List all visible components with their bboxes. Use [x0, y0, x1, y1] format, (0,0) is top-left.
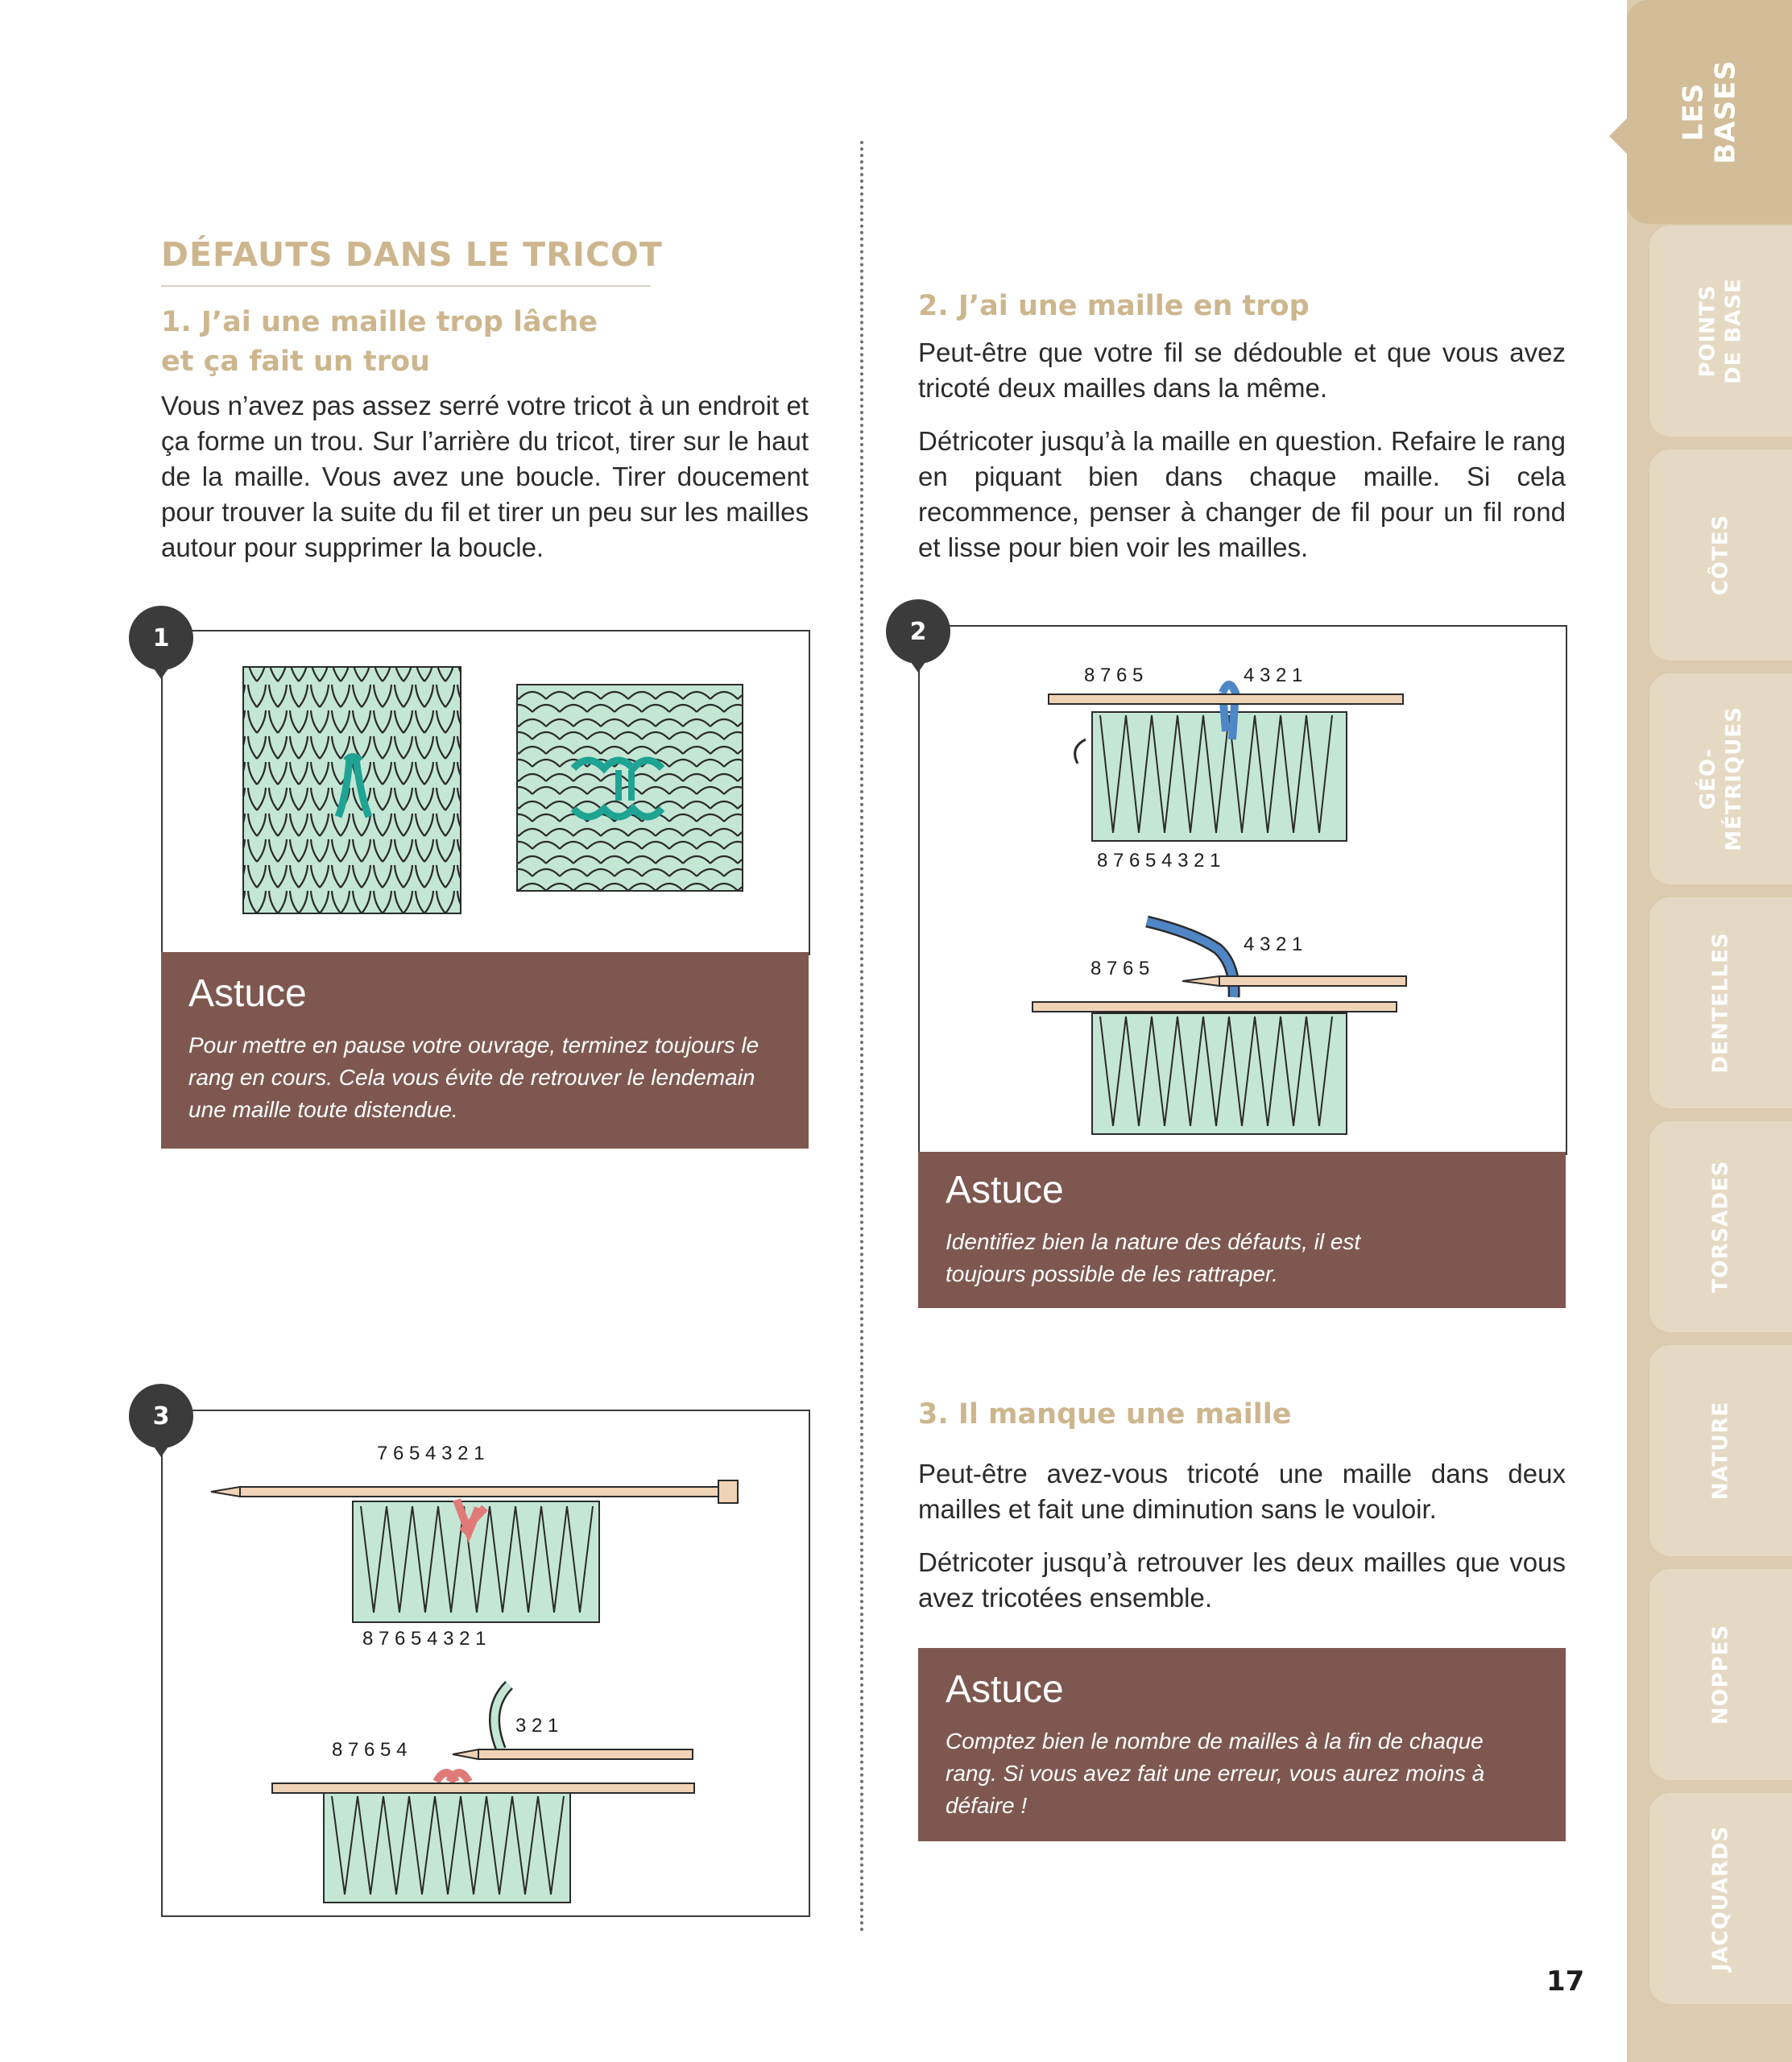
figure-2-low-labels-left: 8 7 6 5 — [1091, 958, 1150, 979]
figure-3-illustration — [163, 1411, 809, 1915]
figure-1-illustration — [163, 631, 809, 954]
section-2-body — [918, 335, 1566, 583]
section-2-paragraph-1: Peut-être que votre fil se dédouble et que vous avez tricoté deux mailles dans la même. — [918, 337, 1566, 403]
tab-points-de-base[interactable] — [1649, 226, 1792, 437]
tip-1-title: Astuce — [188, 972, 307, 1015]
page-title: DÉFAUTS DANS LE TRICOT — [161, 235, 651, 287]
tip-box-1 — [161, 952, 809, 1149]
tip-2-text: Identifiez bien la nature des défauts, il est toujours possible de les rattraper. — [946, 1229, 1361, 1286]
tab-jacquards[interactable] — [1649, 1793, 1792, 2004]
section-3-body — [918, 1456, 1566, 1633]
figure-3-mid-labels: 8 7 6 5 4 3 2 1 — [362, 1628, 486, 1650]
figure-3-low-labels-left: 8 7 6 5 4 — [332, 1739, 408, 1761]
figure-1-number-badge: 1 — [129, 606, 193, 670]
section-1-heading — [161, 303, 773, 382]
section-1-heading-line1: 1. J’ai une maille trop lâche — [161, 306, 598, 338]
tip-3-text: Comptez bien le nombre de mailles à la fin de chaque rang. Si vous avez fait une erreur, vous aurez moins à défaire ! — [946, 1729, 1485, 1818]
tab-noppes[interactable] — [1649, 1569, 1792, 1780]
tip-box-3 — [918, 1648, 1566, 1841]
section-3-paragraph-2: Détricoter jusqu’à retrouver les deux mailles que vous avez tricotées ensemble. — [918, 1547, 1566, 1613]
tab-les-bases-label: LES BASES — [1677, 60, 1742, 164]
tab-dentelles[interactable] — [1649, 897, 1792, 1108]
tab-points-de-base-label: POINTS DE BASE — [1695, 278, 1746, 384]
figure-2-number-badge: 2 — [886, 599, 950, 664]
tab-nature-label: NATURE — [1708, 1401, 1733, 1501]
figure-1-box — [161, 630, 810, 955]
section-1-paragraph: Vous n’avez pas assez serré votre tricot à un endroit et ça forme un trou. Sur l’arrière du tricot, tirer sur le haut de la maille. Vous avez une boucle. Tirer doucement pour trouver la suite du fil et tirer un peu sur les mailles autour pour supprimer la boucle. — [161, 391, 809, 562]
figure-3-low-labels-right: 3 2 1 — [515, 1715, 559, 1737]
figure-3-top-labels: 7 6 5 4 3 2 1 — [377, 1443, 485, 1464]
tip-1-text: Pour mettre en pause votre ouvrage, terminez toujours le rang en cours. Cela vous évite de retrouver le lendemain une maille toute distendue. — [188, 1033, 759, 1122]
section-1-heading-line2: et ça fait un trou — [161, 346, 430, 378]
tab-geometriques[interactable] — [1649, 673, 1792, 884]
tab-cotes[interactable] — [1649, 449, 1792, 660]
section-2-paragraph-2: Détricoter jusqu’à la maille en question. Refaire le rang en piquant bien dans chaque maille. Si cela recommence, penser à changer de fil pour un fil rond et lisse pour bien voir les mailles. — [918, 426, 1566, 562]
figure-3-box — [161, 1410, 810, 1917]
tab-nature[interactable] — [1649, 1345, 1792, 1556]
tab-noppes-label: NOPPES — [1708, 1624, 1733, 1725]
figure-2-top-labels-right: 4 3 2 1 — [1244, 665, 1303, 686]
active-tab-pointer — [1609, 118, 1627, 154]
tab-geometriques-label: GÉO- MÉTRIQUES — [1695, 706, 1746, 851]
tab-torsades[interactable] — [1649, 1121, 1792, 1332]
tab-torsades-label: TORSADES — [1708, 1160, 1733, 1294]
tip-2-title: Astuce — [946, 1169, 1064, 1211]
figure-3-number-badge: 3 — [129, 1384, 193, 1448]
section-2-heading: 2. J’ai une maille en trop — [918, 290, 1310, 322]
figure-2-illustration — [920, 627, 1566, 1153]
section-1-body — [161, 388, 809, 583]
tab-cotes-label: CÔTES — [1708, 514, 1733, 596]
column-separator — [860, 141, 863, 1933]
page-number: 17 — [1546, 1965, 1585, 1998]
tip-box-2 — [918, 1152, 1566, 1308]
tab-jacquards-label: JACQUARDS — [1708, 1825, 1733, 1972]
figure-2-mid-labels: 8 7 6 5 4 3 2 1 — [1097, 850, 1221, 872]
tab-les-bases[interactable] — [1627, 0, 1792, 224]
section-3-heading: 3. Il manque une maille — [918, 1398, 1292, 1431]
tip-3-title: Astuce — [946, 1668, 1064, 1711]
figure-2-low-labels-right: 4 3 2 1 — [1244, 934, 1303, 955]
figure-2-top-labels-left: 8 7 6 5 — [1084, 665, 1144, 686]
section-3-paragraph-1: Peut-être avez-vous tricoté une maille dans deux mailles et fait une diminution sans le vouloir. — [918, 1459, 1566, 1524]
tab-dentelles-label: DENTELLES — [1708, 932, 1733, 1074]
figure-2-box — [918, 625, 1567, 1155]
